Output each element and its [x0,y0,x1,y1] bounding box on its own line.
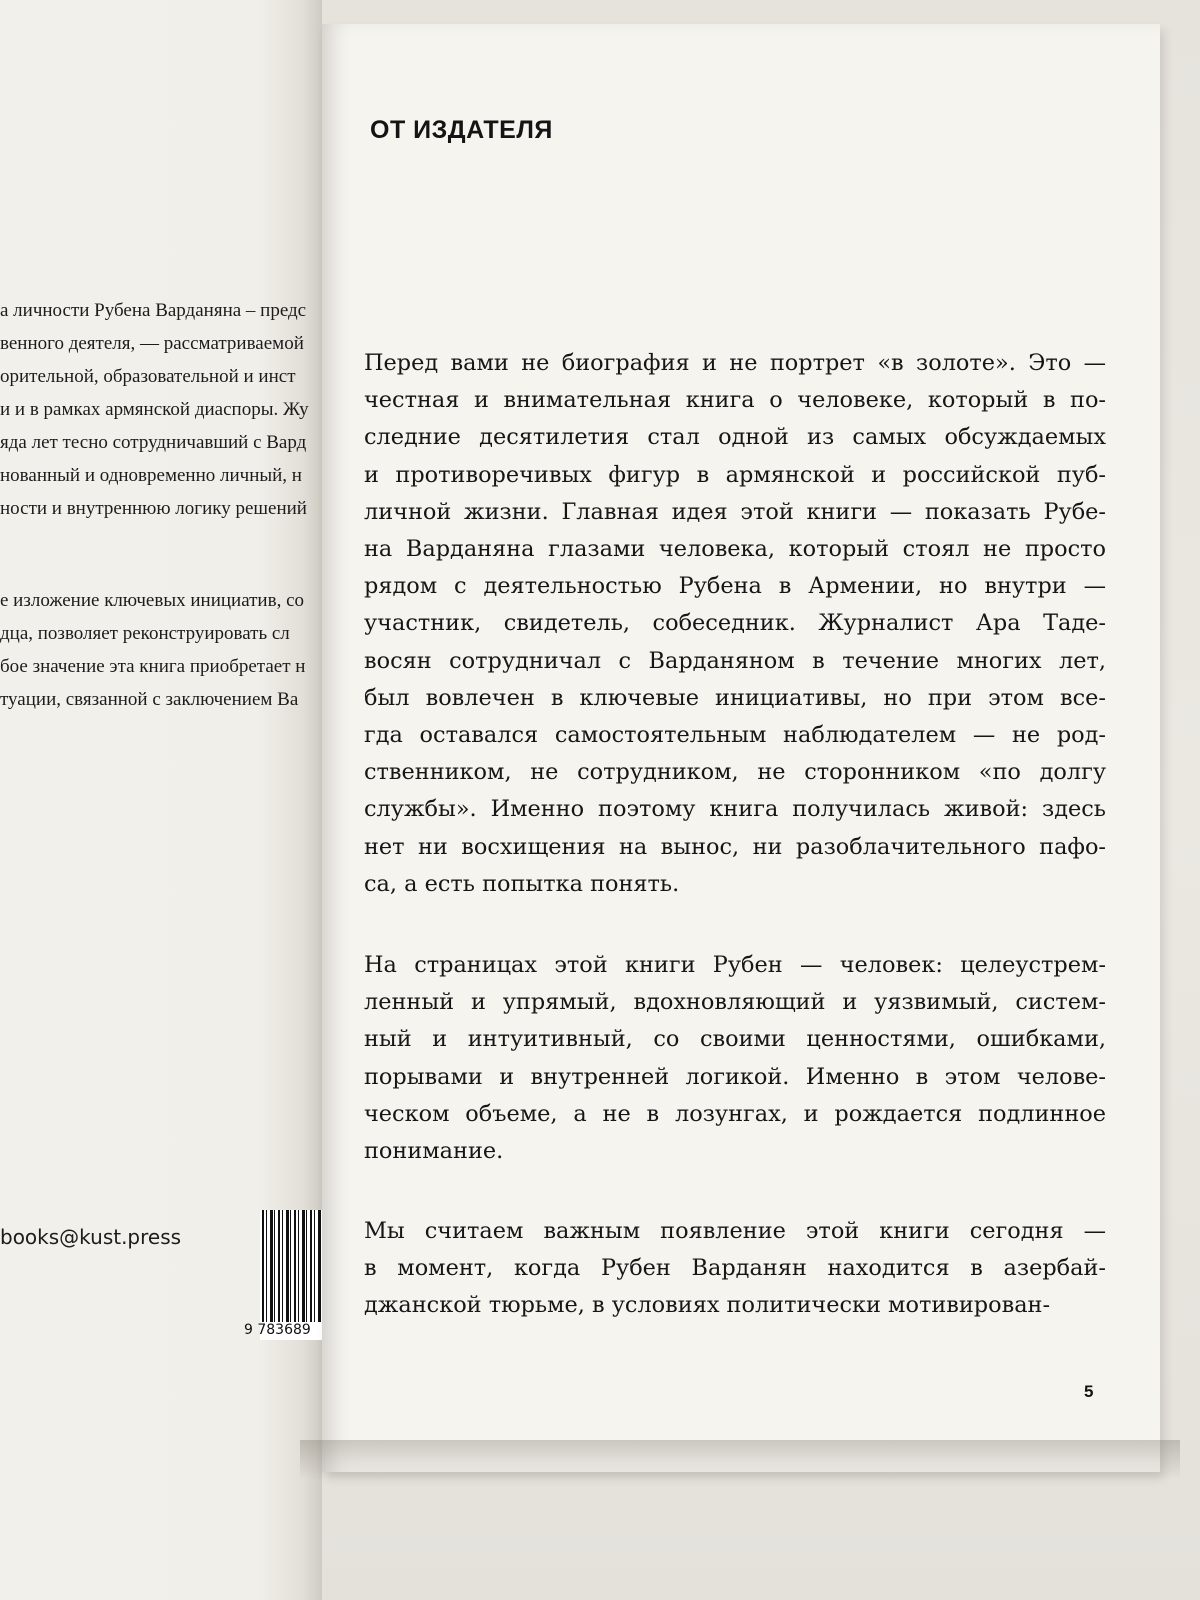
left-page-text-line: яда лет тесно сотрудничавший с Вард [0,432,307,453]
text-line: нет ни восхищения на вынос, ни разоблачительного пафо- [364,833,1106,860]
text-line: ческом объеме, а не в лозунгах, и рождается подлинное [364,1100,1106,1127]
text-line: ный и интуитивный, со своими ценностями, ошибками, [364,1026,1106,1053]
barcode-digits: 9 783689 [244,1322,311,1338]
text-line: На страницах этой книги Рубен — человек: целеустрем- [364,952,1106,978]
publisher-email: books@kust.press [0,1225,182,1249]
left-page-text-block-2 [0,584,322,716]
text-line: понимание. [364,1138,504,1165]
left-page-text-line: венного деятеля, — рассматриваемой [0,333,304,354]
text-line: восян сотрудничал с Варданяном в течение многих лет, [364,647,1106,674]
text-line: службы». Именно поэтому книга получилась живой: здесь [364,796,1106,823]
isbn-barcode [244,1210,322,1340]
book-shadow [300,1440,1180,1480]
text-line: на Варданяна глазами человека, который стоял не просто [364,536,1106,563]
text-line: Перед вами не биография и не портрет «в золоте». Это — [364,350,1106,376]
left-page-text-line: и и в рамках армянской диаспоры. Жу [0,399,309,420]
text-line: личной жизни. Главная идея этой книги — показать Рубе- [364,498,1106,525]
text-line: са, а есть попытка понять. [364,870,680,897]
text-line: Мы считаем важным появление этой книги сегодня — [364,1218,1106,1244]
paragraph-3 [364,1213,1106,1325]
text-line: джанской тюрьме, в условиях политически мотивирован- [364,1292,1051,1319]
left-page-text-line: а личности Рубена Варданяна – предс [0,300,307,321]
left-page-text-line: дца, позволяет реконструировать сл [0,623,290,644]
text-line: в момент, когда Рубен Варданян находится в азербай- [364,1255,1106,1282]
text-line: и противоречивых фигур в армянской и российской пуб- [364,461,1106,488]
paragraph-1 [364,345,1106,903]
left-page-text-line: ности и внутреннюю логику решений [0,498,307,519]
paragraph-2 [364,947,1106,1170]
text-line: рядом с деятельностью Рубена в Армении, но внутри — [364,573,1106,600]
text-line: следние десятилетия стал одной из самых обсуждаемых [364,424,1106,451]
text-line: ственником, не сотрудником, не сторонником «по долгу [364,759,1106,786]
text-line: порывами и внутренней логикой. Именно в этом челове- [364,1063,1106,1090]
text-line: честная и внимательная книга о человеке, который в по- [364,387,1106,414]
left-page-text-line: орительной, образовательной и инст [0,366,296,387]
left-page-text-line: нованный и одновременно личный, н [0,465,302,486]
page-number: 5 [1084,1382,1094,1401]
page-heading: ОТ ИЗДАТЕЛЯ [370,116,553,144]
text-line: участник, свидетель, собеседник. Журналист Ара Таде- [364,610,1106,637]
text-line: был вовлечен в ключевые инициативы, но при этом все- [364,684,1106,711]
left-page-text-line: бое значение эта книга приобретает н [0,656,306,677]
text-line: гда оставался самостоятельным наблюдателем — не род- [364,722,1106,749]
barcode-bars [262,1210,322,1322]
left-page-text-line: туации, связанной с заключением Ва [0,689,299,710]
text-line: ленный и упрямый, вдохновляющий и уязвимый, систем- [364,989,1106,1016]
left-page-text-line: е изложение ключевых инициатив, со [0,590,305,611]
left-page [0,0,322,1600]
left-page-text-block-1 [0,294,322,525]
